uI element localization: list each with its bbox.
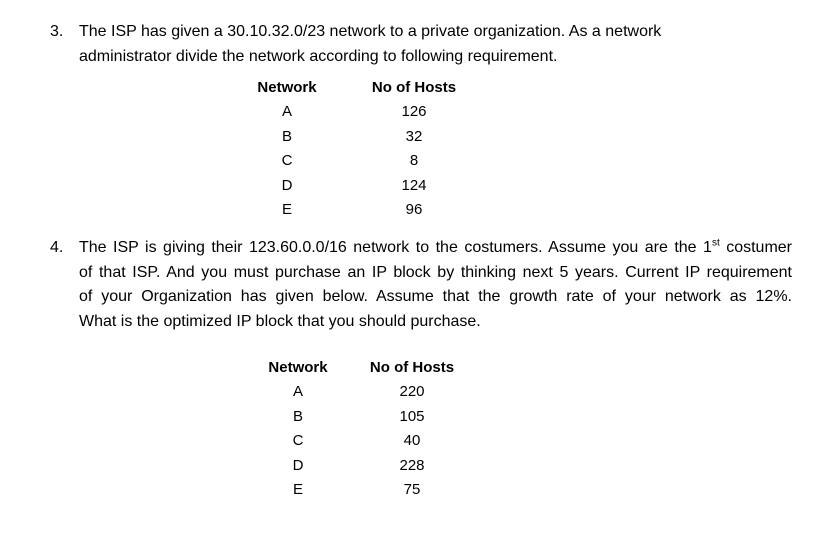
question-line: What is the optimized IP block that you should purchase.	[79, 312, 481, 330]
question-line-text: costumer	[719, 239, 792, 256]
table-cell-hosts: 8	[409, 152, 419, 170]
question-text	[79, 20, 792, 69]
network-column	[247, 76, 327, 223]
question-line: administrator divide the network according to following requirement.	[79, 47, 558, 65]
table-cell-hosts: 220	[399, 383, 425, 400]
table-cell-network: D	[292, 456, 304, 474]
table-cell-network: B	[281, 127, 292, 145]
network-column	[258, 356, 338, 503]
question-line: of that ISP. And you must purchase an IP block by thinking next 5 years. Current IP requirement	[79, 263, 792, 281]
table-cell-network: E	[292, 481, 303, 499]
table-cell-hosts: 75	[403, 481, 421, 499]
table-cell-network: B	[292, 407, 303, 425]
table-cell-hosts: 228	[399, 456, 425, 474]
hosts-column	[359, 76, 469, 223]
network-header: Network	[268, 359, 328, 376]
hosts-column	[357, 356, 467, 503]
table-cell-network: D	[281, 176, 293, 194]
table-cell-hosts: 32	[405, 127, 423, 145]
network-header: Network	[257, 79, 317, 96]
table-cell-network: C	[281, 152, 293, 170]
question-line: of your Organization has given below. Assume that the growth rate of your network as 12%.	[79, 288, 792, 305]
question-number: 4.	[50, 239, 64, 256]
question-line: The ISP has given a 30.10.32.0/23 network to a private organization. As a network	[79, 23, 662, 40]
hosts-header: No of Hosts	[369, 359, 455, 376]
hosts-header: No of Hosts	[371, 79, 457, 96]
table-cell-network: C	[292, 432, 304, 450]
question-number: 3.	[50, 23, 64, 40]
question-line	[79, 236, 792, 261]
table-cell-hosts: 96	[405, 201, 423, 219]
table-cell-hosts: 126	[401, 103, 427, 120]
table-cell-network: A	[281, 103, 292, 120]
table-cell-network: A	[292, 383, 303, 400]
table-cell-hosts: 105	[399, 407, 425, 425]
table-cell-hosts: 40	[403, 432, 421, 450]
question-line-text: The ISP is giving their 123.60.0.0/16 network to the costumers. Assume you are the 1	[79, 239, 712, 256]
ordinal-suffix: st	[711, 237, 720, 249]
table-cell-network: E	[281, 201, 292, 219]
question-text	[79, 236, 792, 334]
table-cell-hosts: 124	[401, 176, 427, 194]
